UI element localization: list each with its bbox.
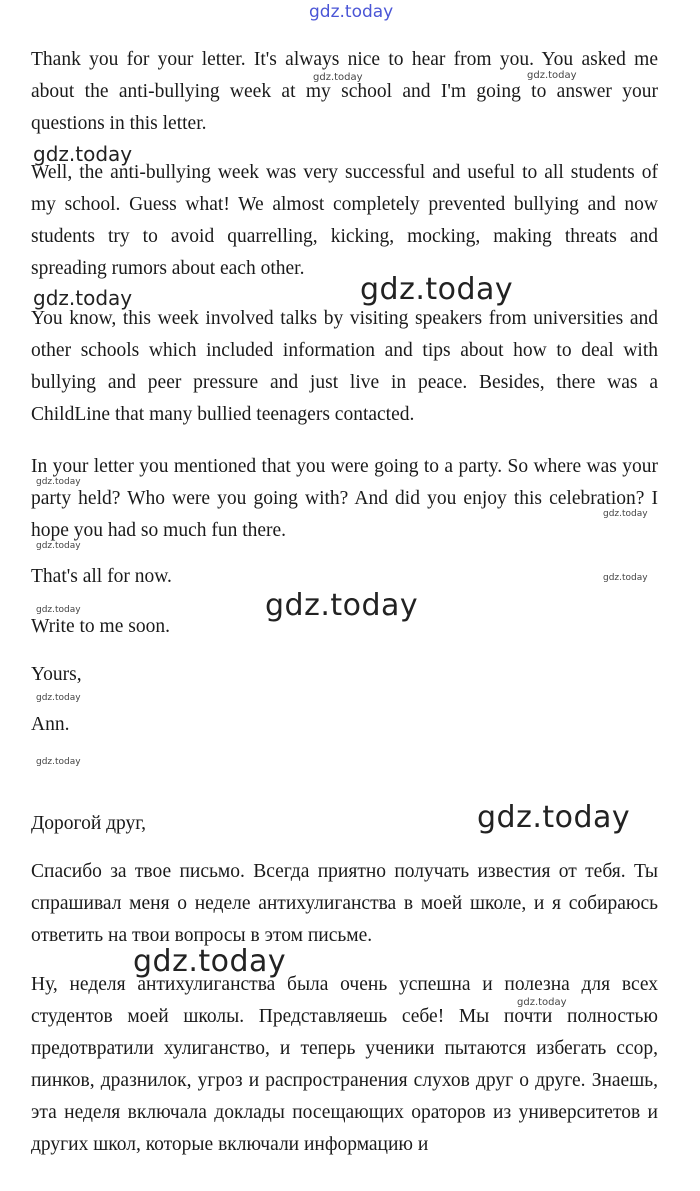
english-paragraph-4: In your letter you mentioned that you were going to a party. So where was your party held? Who were you going with? And did you enjoy this celebration? I hope you had so much fun there. — [31, 456, 658, 541]
english-closing-1: That's all for now. — [31, 566, 172, 587]
watermark-small: gdz.today — [527, 70, 577, 81]
english-signature-name: Ann. — [31, 714, 70, 735]
english-signoff: Yours, — [31, 664, 82, 685]
watermark-tiny: gdz.today — [36, 605, 81, 615]
watermark-tiny: gdz.today — [36, 693, 81, 703]
watermark-tiny: gdz.today — [36, 477, 81, 487]
watermark-small: gdz.today — [313, 72, 363, 83]
english-closing-2: Write to me soon. — [31, 616, 170, 637]
watermark-large: gdz.today — [265, 588, 419, 623]
watermark-medium: gdz.today — [33, 286, 133, 310]
english-paragraph-1: Thank you for your letter. It's always nice to hear from you. You asked me about the anti-bullying week at my school and I'm going to answer your questions in this letter. — [31, 49, 658, 134]
english-paragraph-3: You know, this week involved talks by visiting speakers from universities and other schools which included information and tips about how to deal with bullying and peer pressure and just live in peace. Besides, there was a ChildLine that many bullied teenagers contacted. — [31, 308, 658, 425]
watermark-large: gdz.today — [360, 272, 514, 307]
watermark-large: gdz.today — [133, 944, 287, 979]
english-paragraph-2: Well, the anti-bullying week was very successful and useful to all students of my school. Guess what! We almost completely prevented bullying and now students try to avoid quarrelling, kicking, mocking, making threats and spreading rumors about each other. — [31, 162, 658, 279]
watermark-small: gdz.today — [517, 997, 567, 1008]
russian-paragraph-1: Спасибо за твое письмо. Всегда приятно получать известия от тебя. Ты спрашивал меня о неделе антихулиганства в моей школе, и я собираюсь ответить на твои вопросы в этом письме. — [31, 861, 658, 946]
watermark-tiny: gdz.today — [603, 509, 648, 519]
header-watermark: gdz.today — [309, 2, 394, 22]
watermark-medium: gdz.today — [33, 142, 133, 166]
watermark-tiny: gdz.today — [36, 757, 81, 767]
russian-greeting: Дорогой друг, — [31, 813, 146, 834]
russian-paragraph-2: Ну, неделя антихулиганства была очень успешна и полезна для всех студентов моей школы. Представляешь себе! Мы почти полностью предотвратили хулиганство, и теперь ученики пытаются избегать ссор, пинков, дразнилок, угроз и распространения слухов друг о друге. Знаешь, эта неделя включала доклады посещающих ораторов из университетов и других школ, которые включали информацию и — [31, 974, 658, 1155]
watermark-tiny: gdz.today — [603, 573, 648, 583]
watermark-large: gdz.today — [477, 800, 631, 835]
watermark-tiny: gdz.today — [36, 541, 81, 551]
